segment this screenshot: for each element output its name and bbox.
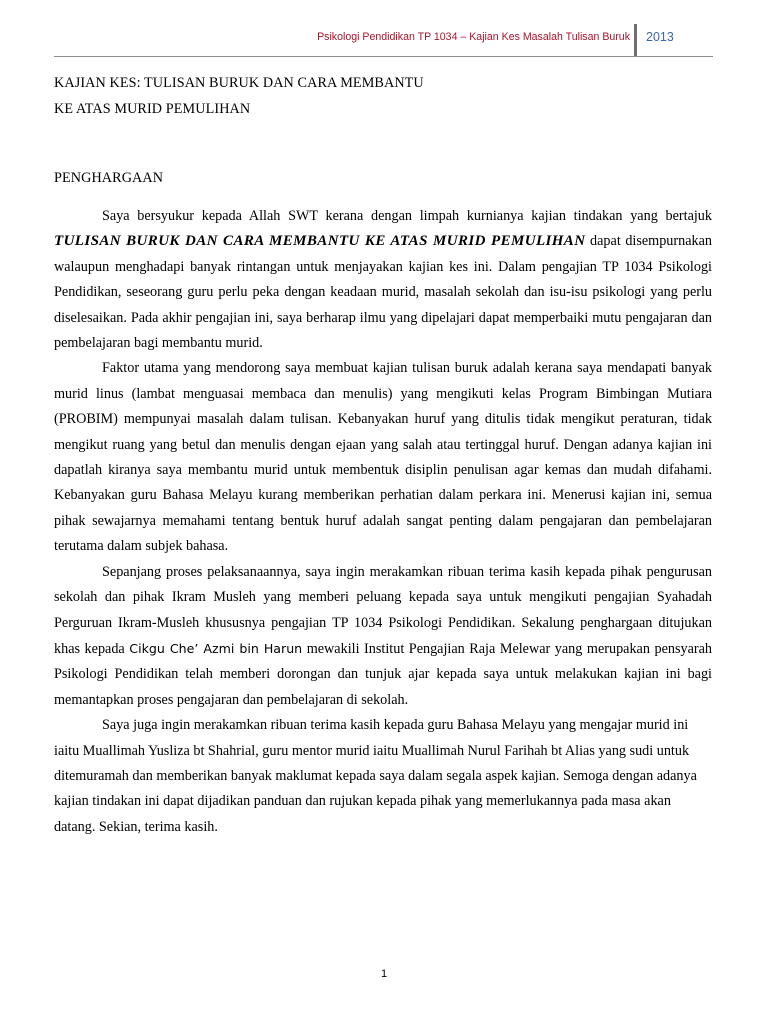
header-divider xyxy=(634,24,637,56)
lecturer-name: Cikgu Che’ Azmi bin Harun xyxy=(129,640,303,656)
header-title: Psikologi Pendidikan TP 1034 – Kajian Kes Masalah Tulisan Buruk xyxy=(317,31,630,43)
header-year: 2013 xyxy=(646,30,674,44)
paragraph-4: Saya juga ingin merakamkan ribuan terima kasih kepada guru Bahasa Melayu yang mengajar murid ini iaitu Muallimah Yusliza bt Shahrial, guru mentor murid iaitu Muallimah Nurul Farihah bt Alias yang sudi untuk ditemuramah dan memberikan banyak maklumat kepada saya dalam segala aspek kajian. Semoga dengan adanya kajian tindakan ini dapat dijadikan panduan dan rujukan kepada pihak yang memerlukannya pada masa akan datang. Sekian, terima kasih. xyxy=(54,717,697,835)
paragraph-3-text-b: mewakili Institut Pengajian Raja Melewar yang merupakan pensyarah Psikologi Pendidikan telah memberi dorongan dan tunjuk ajar kepada saya untuk melakukan kajian ini bagi memantapkan proses pengajaran dan pembelajaran di sekolah. xyxy=(54,640,712,708)
paragraph-1-text-b: dapat disempurnakan walaupun menghadapi banyak rintangan untuk menjayakan kajian kes ini. Dalam pengajian TP 1034 Psikologi Pendidikan, seseorang guru perlu peka dengan keadaan murid, masalah sekolah dan isu-isu psikologi yang perlu diselesaikan. Pada akhir pengajian ini, saya berharap ilmu yang dipelajari dapat memperbaiki mutu pengajaran dan pembelajaran bagi membantu murid. xyxy=(54,233,713,352)
paragraph-2: Faktor utama yang mendorong saya membuat kajian tulisan buruk adalah kerana saya mendapati banyak murid linus (lambat menguasai membaca dan menulis) yang mengikuti kelas Program Bimbingan Mutiara (PROBIM) mempunyai masalah dalam tulisan. Kebanyakan huruf yang ditulis tidak mengikut peraturan, tidak mengikut ruang yang betul dan menulis dengan ejaan yang salah atau tertinggal huruf. Dengan adanya kajian ini dapatlah kiranya saya membantu murid untuk membentuk disiplin penulisan agar kemas dan mudah difahami. Kebanyakan guru Bahasa Melayu kurang memberikan perhatian dalam perkara ini. Menerusi kajian ini, semua pihak sewajarnya memahami tentang bentuk huruf adalah sangat penting dalam pengajaran dan pembelajaran terutama dalam subjek bahasa. xyxy=(54,360,712,555)
document-title-line-1: KAJIAN KES: TULISAN BURUK DAN CARA MEMBANTU xyxy=(54,75,424,91)
paragraph-3 xyxy=(54,560,712,713)
page-number: 1 xyxy=(380,968,388,980)
paragraph-1 xyxy=(54,204,712,356)
paragraph-1-text-a: Saya bersyukur kepada Allah SWT kerana dengan limpah kurnianya kajian tindakan yang bertajuk xyxy=(102,208,712,224)
document-title xyxy=(54,70,714,122)
body-text xyxy=(54,204,712,840)
study-title-emphasis: TULISAN BURUK DAN CARA MEMBANTU KE ATAS MURID PEMULIHAN xyxy=(54,233,586,250)
document-title-line-2: KE ATAS MURID PEMULIHAN xyxy=(54,101,251,117)
page-header xyxy=(0,24,768,54)
paragraph-3-text-a: Sepanjang proses pelaksanaannya, saya ingin merakamkan ribuan terima kasih kepada pihak pengurusan sekolah dan pihak Ikram Musleh yang memberi peluang kepada saya untuk mengikuti pengajian Syahadah Perguruan Ikram-Musleh khususnya pengajian TP 1034 Psikologi Pendidikan. Sekalung penghargaan ditujukan khas kepada xyxy=(54,563,712,657)
section-heading: PENGHARGAAN xyxy=(54,170,164,186)
header-rule xyxy=(54,56,713,57)
